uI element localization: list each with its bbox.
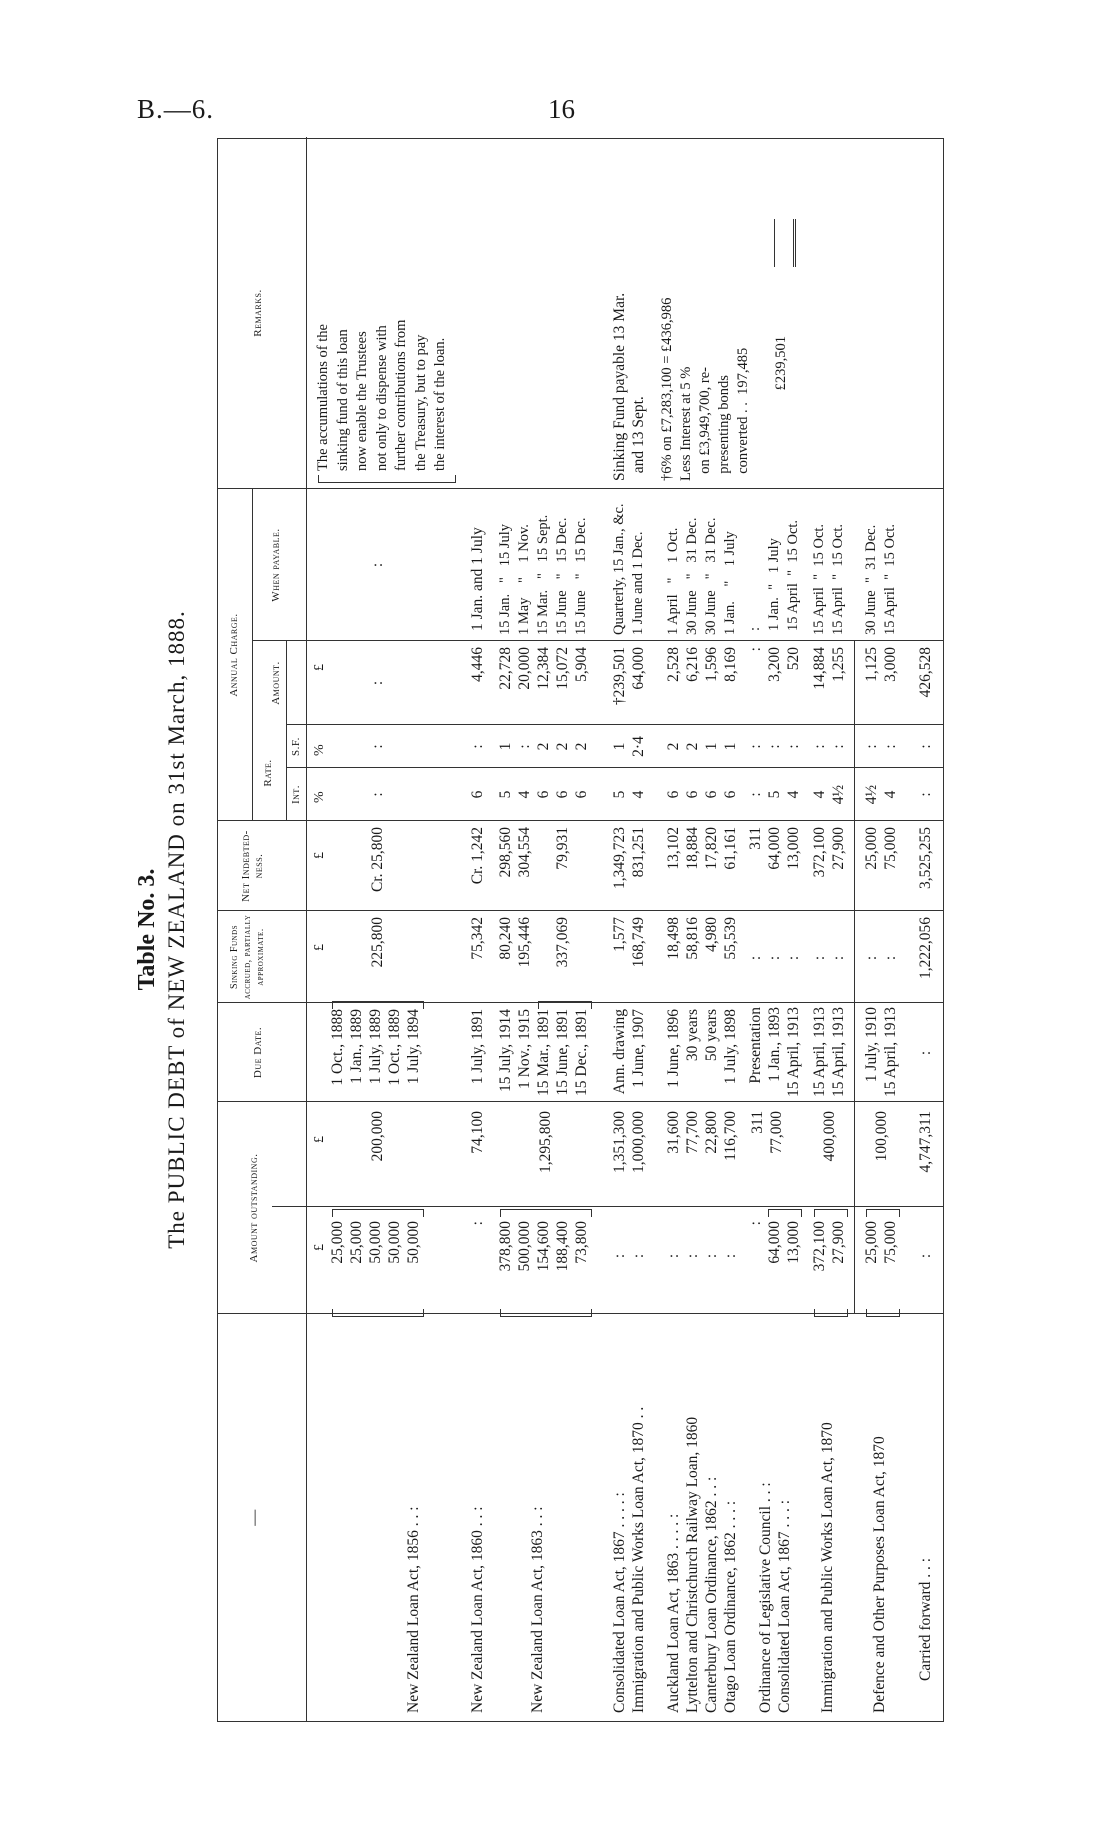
- carried-int: :: [917, 792, 934, 797]
- row-remarks: The accumulations of the sinking fund of this loan now enable the Trustees not only to dispense with further contributions from the Treasury, but to pay the interest of the loan.: [315, 319, 448, 471]
- header-remarks: Remarks.: [252, 289, 264, 337]
- row-due-date: 1 July, 1910 15 April, 1913: [863, 1007, 899, 1097]
- unit-pound-sinking: £: [312, 944, 327, 951]
- row-sinking: 225,800: [369, 917, 386, 968]
- row-net: 25,000 75,000: [863, 827, 899, 870]
- row-due-date: 1 Oct., 1888 1 Jan., 1889 1 July, 1889 1 Oct., 1889 1 July, 1894: [329, 1009, 422, 1086]
- row-net: 372,100 27,900: [811, 827, 847, 878]
- header-when-payable: When payable.: [270, 528, 282, 602]
- carried-amounts: :: [917, 1253, 934, 1259]
- row-name: Immigration and Public Works Loan Act, 1870: [819, 1422, 836, 1713]
- row-sinking: 18,498 58,816 4,980 55,539: [665, 917, 739, 960]
- row-remarks: Sinking Fund payable 13 Mar. and 13 Sept.: [611, 292, 647, 481]
- unit-pound-amounts: £: [312, 1244, 327, 1251]
- row-sf: : : :: [747, 744, 802, 749]
- row-when: 1 April " 1 Oct. 30 June " 31 Dec. 30 June " 31 Dec. 1 Jan. " 1 July: [665, 517, 738, 635]
- row-net: Cr. 25,800: [369, 827, 386, 893]
- row-amounts: : 64,000 13,000: [747, 1221, 802, 1264]
- header-net-indebtedness: Net Indebted-ness.: [240, 830, 265, 902]
- row-total: 100,000: [873, 1111, 890, 1162]
- carried-amount: 426,528: [917, 647, 934, 698]
- row-int: 6: [469, 790, 486, 799]
- row-amounts: 25,000 25,000 50,000 50,000 50,000: [329, 1221, 422, 1264]
- row-due-date: 15 April, 1913 15 April, 1913: [811, 1007, 847, 1097]
- row-net: 13,102 18,884 17,820 61,161: [665, 827, 739, 870]
- row-int: : 5 4: [747, 790, 802, 799]
- row-name: New Zealand Loan Act, 1863 . . :: [529, 1506, 546, 1713]
- row-name: Ordinance of Legislative Council . . : Consolidated Loan Act, 1867 . . . :: [757, 1482, 793, 1713]
- header-sinking-funds: Sinking Funds accrued, partially approximate.: [229, 914, 266, 1000]
- carried-sinking: 1,222,056: [917, 917, 934, 979]
- row-name: Consolidated Loan Act, 1867 . . . . : Immigration and Public Works Loan Act, 1870 . .: [611, 1406, 647, 1713]
- page-header: [0, 0, 1114, 140]
- table-title: Table No. 3.: [134, 868, 160, 991]
- page-number: 16: [548, 94, 575, 124]
- row-amounts: 378,800 500,000 154,600 188,400 73,800: [497, 1221, 590, 1272]
- unit-percent-sf: %: [312, 744, 327, 756]
- row-sf: : :: [863, 744, 899, 749]
- row-amount: : 3,200 520: [747, 647, 802, 682]
- header-annual-charge: Annual Charge.: [228, 613, 240, 697]
- row-amount: 1,125 3,000: [863, 647, 899, 682]
- row-remarks: †6% on £7,283,100 = £436,986 Less Interest at 5 % on £3,949,700, re- presenting bonds converted . . 197,485 £239,501: [659, 297, 789, 481]
- rotated-table-page: [128, 137, 958, 1722]
- row-sf: 1 2·4: [611, 736, 647, 757]
- row-total: 31,600 77,700 22,800 116,700: [665, 1111, 739, 1161]
- row-due-date: 1 July, 1891: [469, 1009, 486, 1085]
- table-subtitle: The PUBLIC DEBT of NEW ZEALAND on 31st March, 1888.: [164, 610, 189, 1249]
- row-total: 400,000: [821, 1111, 838, 1162]
- row-when: Quarterly, 15 Jan., &c. 1 June and 1 Dec.: [611, 503, 646, 635]
- row-amounts: :: [469, 1221, 486, 1226]
- row-sf: 1 : 2 2 2: [497, 742, 590, 751]
- header-int: Int.: [290, 784, 302, 805]
- public-debt-table: [217, 138, 944, 1722]
- row-amounts: 25,000 75,000: [863, 1221, 899, 1264]
- unit-pound-amount: £: [312, 664, 327, 671]
- row-int: 5 4: [611, 790, 647, 799]
- header-due-date: Due Date.: [252, 1026, 264, 1079]
- row-sf: :: [469, 744, 486, 749]
- carried-due: :: [917, 1050, 934, 1056]
- unit-pound-total: £: [312, 1136, 327, 1143]
- row-net: 298,560 304,554 79,931: [497, 827, 571, 878]
- row-amounts: 372,100 27,900: [811, 1221, 847, 1272]
- row-when: 1 Jan. and 1 July: [469, 527, 486, 631]
- row-when: 15 April " 15 Oct. 15 April " 15 Oct.: [811, 523, 846, 635]
- row-due-date: 1 June, 1896 30 years 50 years 1 July, 1898: [665, 1009, 739, 1088]
- row-name: Defence and Other Purposes Loan Act, 1870: [871, 1436, 888, 1713]
- row-total: 1,351,300 1,000,000: [611, 1111, 647, 1173]
- header-amount: Amount.: [270, 661, 282, 705]
- row-sf: : :: [811, 744, 847, 749]
- row-due-date: Ann. drawing 1 June, 1907: [611, 1009, 647, 1095]
- row-sf: :: [369, 744, 386, 749]
- row-due-date: Presentation 1 Jan., 1893 15 April, 1913: [747, 1007, 802, 1097]
- row-int: 4½ 4: [863, 784, 899, 805]
- carried-forward-label: Carried forward . . :: [917, 1557, 934, 1681]
- row-net: 1,349,723 831,251: [611, 827, 647, 889]
- row-int: 6 6 6 6: [665, 790, 739, 799]
- row-amounts: : : : :: [665, 1253, 739, 1259]
- row-when: :: [369, 562, 386, 568]
- header-sf: S.F.: [290, 737, 302, 756]
- row-int: :: [369, 792, 386, 797]
- row-total: 74,100: [469, 1111, 486, 1154]
- row-amount: 14,884 1,255: [811, 647, 847, 690]
- row-sinking: : :: [863, 955, 899, 961]
- row-net: Cr. 1,242: [469, 827, 486, 885]
- header-amount-outstanding: Amount outstanding.: [248, 1153, 260, 1263]
- header-rate: Rate.: [262, 759, 274, 787]
- carried-total: 4,747,311: [917, 1111, 934, 1173]
- row-amounts: : :: [611, 1253, 647, 1259]
- unit-pound-net: £: [312, 852, 327, 859]
- row-sinking: : :: [811, 955, 847, 961]
- row-amount: 2,528 6,216 1,596 8,169: [665, 647, 739, 682]
- row-sf: 2 2 1 1: [665, 742, 739, 751]
- row-when: 15 Jan. " 15 July 1 May " 1 Nov. 15 Mar. " 15 Sept. 15 June " 15 Dec. 15 June " 15 Dec.: [497, 514, 589, 635]
- row-net: 311 64,000 13,000: [747, 827, 802, 870]
- row-total: 200,000: [369, 1111, 386, 1162]
- row-due-date: 15 July, 1914 1 Nov., 1915 15 Mar., 1891 15 June, 1891 15 Dec., 1891: [497, 1009, 590, 1096]
- row-sinking: 80,240 195,446 337,069: [497, 917, 571, 968]
- row-amount: 4,446: [469, 647, 486, 682]
- row-when: : 1 Jan. " 1 July 15 April " 15 Oct.: [747, 519, 801, 631]
- row-amount: 22,728 20,000 12,384 15,072 5,904: [497, 647, 590, 690]
- series-code: B.—6.: [137, 94, 215, 124]
- row-sinking: 1,577 168,749: [611, 917, 647, 968]
- row-total: 311 77,000: [749, 1111, 785, 1154]
- carried-net: 3,525,255: [917, 827, 934, 889]
- row-when: 30 June " 31 Dec. 15 April " 15 Oct.: [863, 523, 898, 635]
- row-int: 4 4½: [811, 784, 847, 805]
- row-name: New Zealand Loan Act, 1860 . . :: [469, 1506, 486, 1713]
- row-name: Auckland Loan Act, 1863 . . . . : Lyttelton and Christchurch Railway Loan, 1860 Canterbury Loan Ordinance, 1862 . . : Otago Loan Ordinance, 1862 . . . :: [665, 1416, 739, 1713]
- row-int: 5 4 6 6 6: [497, 790, 590, 799]
- row-amount: :: [369, 680, 386, 686]
- row-sinking: : : :: [747, 955, 802, 961]
- row-amount: †239,501 64,000: [611, 647, 647, 706]
- carried-sf: :: [917, 744, 934, 749]
- row-total: 1,295,800: [537, 1111, 554, 1173]
- row-sinking: 75,342: [469, 917, 486, 960]
- header-blank: —: [246, 1509, 263, 1526]
- unit-percent-int: %: [312, 791, 327, 803]
- row-name: New Zealand Loan Act, 1856 . . :: [405, 1506, 422, 1713]
